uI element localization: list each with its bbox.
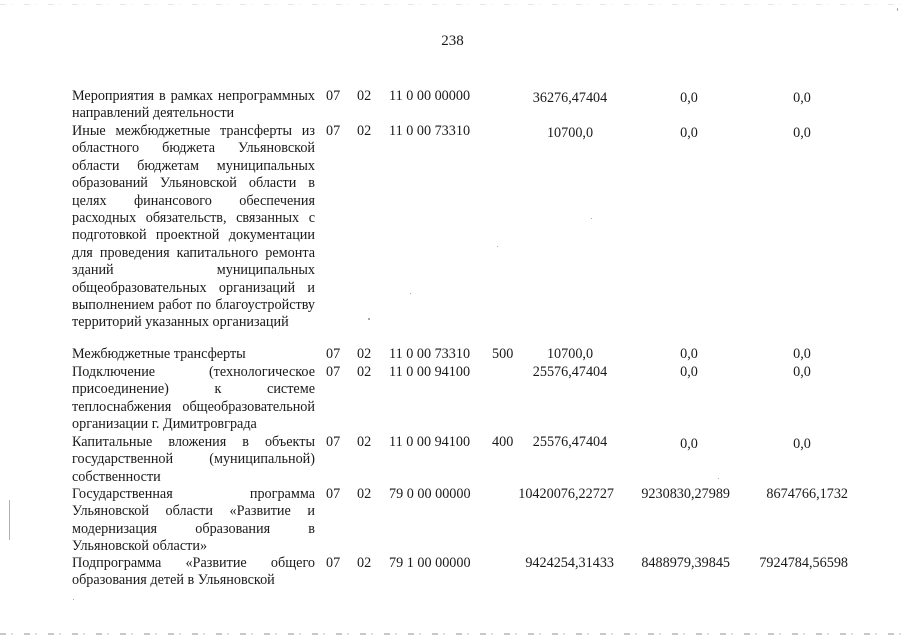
scan-edge-top	[0, 4, 905, 5]
target-article-code: 11 0 00 94100	[389, 434, 471, 450]
target-article-code: 79 0 00 00000	[389, 486, 471, 502]
amount-year-3: 0,0	[793, 90, 811, 106]
expense-name: Мероприятия в рамках непрограммных направлений деятельности	[72, 88, 315, 122]
section-code: 07	[326, 123, 341, 139]
amount-year-1: 10700,0	[546, 125, 594, 141]
amount-year-3: 0,0	[793, 346, 811, 362]
target-article-code: 11 0 00 73310	[389, 346, 471, 362]
scan-speck	[718, 478, 719, 479]
subsection-code: 02	[357, 434, 372, 450]
expense-name: Межбюджетные трансферты	[72, 346, 246, 362]
scan-binding-mark	[9, 500, 10, 540]
amount-year-3: 0,0	[793, 364, 811, 380]
amount-year-3: 0,0	[793, 436, 811, 452]
amount-year-2: 9230830,27989	[641, 486, 730, 502]
expense-type-code: 500	[492, 346, 514, 362]
amount-year-1: 25576,47404	[532, 364, 608, 380]
amount-year-3: 8674766,1732	[766, 486, 848, 502]
section-code: 07	[326, 486, 341, 502]
page-number: 238	[441, 33, 464, 49]
target-article-code: 79 1 00 00000	[389, 555, 471, 571]
scan-speck	[591, 218, 592, 219]
amount-year-2: 0,0	[680, 346, 698, 362]
amount-year-1: 36276,47404	[532, 90, 608, 106]
amount-year-3: 0,0	[793, 125, 811, 141]
amount-year-2: 0,0	[680, 436, 698, 452]
subsection-code: 02	[357, 123, 372, 139]
amount-year-1: 25576,47404	[532, 434, 608, 450]
section-code: 07	[326, 434, 341, 450]
scan-speck	[410, 293, 411, 294]
scan-edge-bottom	[0, 633, 905, 635]
expense-name: Подпрограмма «Развитие общего образования детей в Ульяновской	[72, 555, 315, 589]
amount-year-1: 9424254,31433	[525, 555, 614, 571]
amount-year-2: 0,0	[680, 125, 698, 141]
scan-speck	[897, 8, 898, 11]
target-article-code: 11 0 00 00000	[389, 88, 471, 104]
expense-name: Капитальные вложения в объекты государственной (муниципальной) собственности	[72, 434, 315, 485]
section-code: 07	[326, 88, 341, 104]
amount-year-2: 8488979,39845	[641, 555, 730, 571]
amount-year-1: 10420076,22727	[518, 486, 614, 502]
amount-year-3: 7924784,56598	[759, 555, 848, 571]
subsection-code: 02	[357, 486, 372, 502]
subsection-code: 02	[357, 555, 372, 571]
expense-type-code: 400	[492, 434, 514, 450]
amount-year-2: 0,0	[680, 364, 698, 380]
target-article-code: 11 0 00 94100	[389, 364, 471, 380]
section-code: 07	[326, 346, 341, 362]
scan-speck	[368, 318, 370, 320]
section-code: 07	[326, 555, 341, 571]
expense-name: Иные межбюджетные трансферты из областного бюджета Ульяновской области бюджетам муниципальных образований Ульяновской области в целях финансового обеспечения расходных обязательств, связанных с подготовкой проектной документации для проведения капитального ремонта зданий муниципальных общеобразовательных организаций и выполнением работ по благоустройству территорий указанных организаций	[72, 123, 315, 331]
target-article-code: 11 0 00 73310	[389, 123, 471, 139]
scan-speck	[73, 599, 74, 600]
section-code: 07	[326, 364, 341, 380]
subsection-code: 02	[357, 364, 372, 380]
subsection-code: 02	[357, 346, 372, 362]
scan-speck	[497, 246, 498, 247]
expense-name: Подключение (технологическое присоединение) к системе теплоснабжения общеобразовательной организации г. Димитровграда	[72, 364, 315, 433]
expense-name: Государственная программа Ульяновской области «Развитие и модернизация образования в Ульяновской области»	[72, 486, 315, 555]
amount-year-2: 0,0	[680, 90, 698, 106]
subsection-code: 02	[357, 88, 372, 104]
amount-year-1: 10700,0	[546, 346, 594, 362]
